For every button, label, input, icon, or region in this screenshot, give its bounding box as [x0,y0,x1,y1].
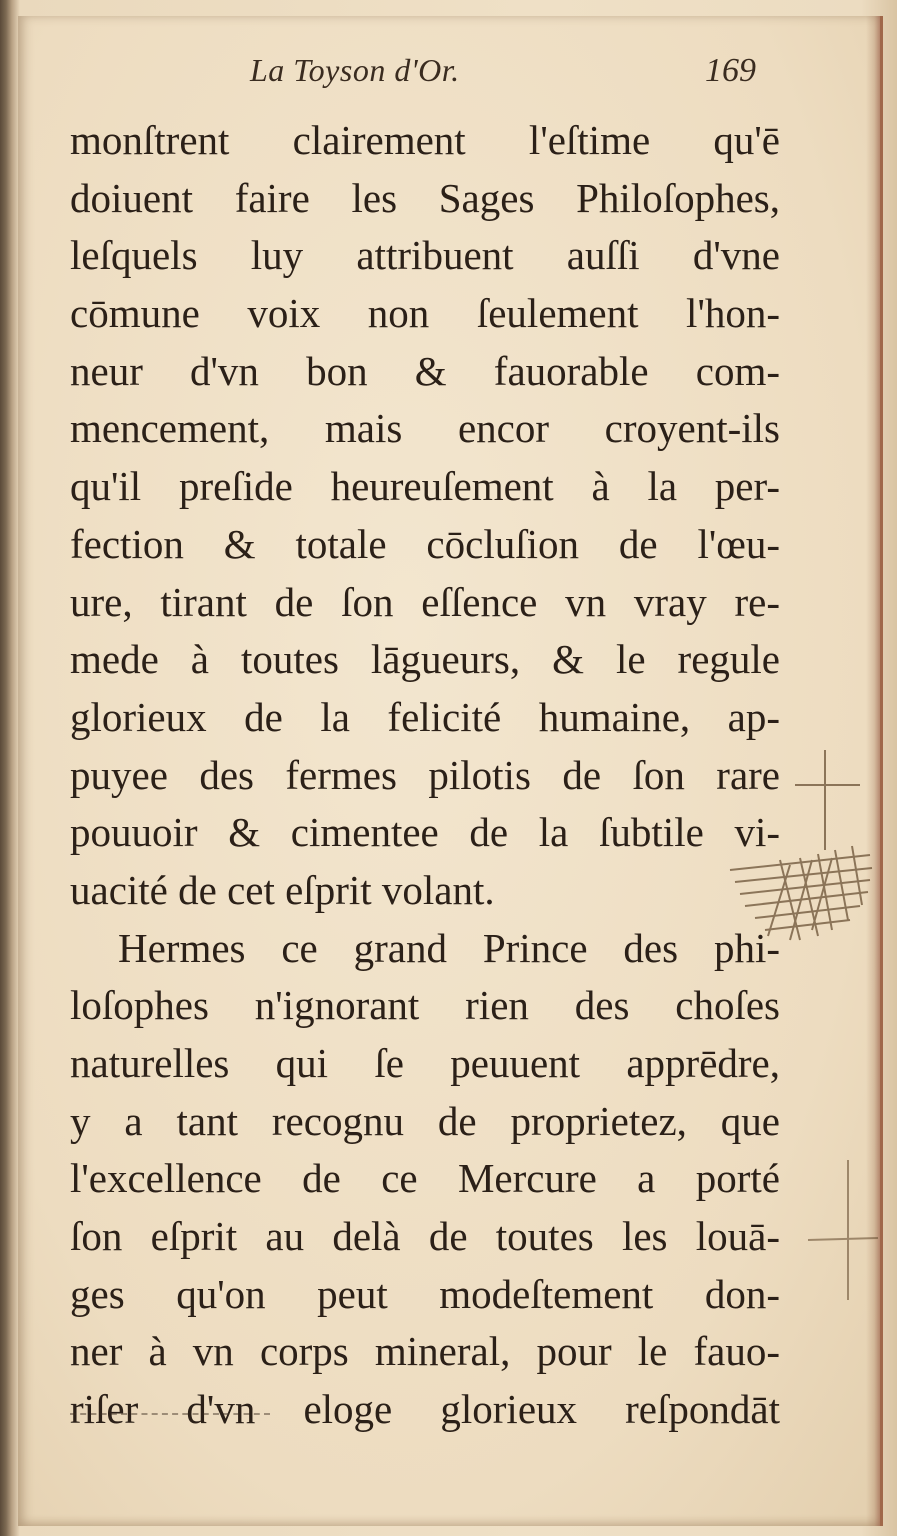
text-line: pouuoir & cimentee de la ſubtile vi- [70,809,780,856]
text-line: uacité de cet eſprit volant. [70,866,495,913]
text-line: puyee des fermes pilotis de ſon rare [70,751,780,798]
text-line: ner à vn corps mineral, pour le fauo- [70,1328,780,1375]
text-line: qu'il preſide heureuſement à la per- [70,463,780,510]
text-line: loſophes n'ignorant rien des choſes [70,982,780,1029]
text-line: doiuent faire les Sages Philoſophes, [70,174,780,221]
text-line: Hermes ce grand Prince des phi- [118,924,780,971]
text-line: cōmune voix non ſeulement l'hon- [70,290,780,337]
text-line: ſon eſprit au delà de toutes les louā- [70,1213,780,1260]
text-line: glorieux de la felicité humaine, ap- [70,693,780,740]
text-line: neur d'vn bon & fauorable com- [70,347,780,394]
text-line: mencement, mais encor croyent-ils [70,405,780,452]
text-line: riſer d'vn eloge glorieux reſpondāt [70,1386,780,1433]
body-text [70,112,780,1439]
text-line: naturelles qui ſe peuuent apprēdre, [70,1040,780,1086]
text-line: leſquels luy attribuent auſſi d'vne [70,232,780,279]
pencil-cross-mark [800,1150,880,1310]
pencil-underline [70,1413,270,1415]
text-line: l'excellence de ce Mercure a porté [70,1155,780,1202]
pencil-crosshatch-mark [720,740,880,980]
text-line: ges qu'on peut modeſtement don- [70,1270,780,1317]
running-title: La Toyson d'Or. [250,52,460,88]
text-line: mede à toutes lāgueurs, & le regule [70,636,780,683]
text-line: ure, tirant de ſon eſſence vn vray re- [70,578,780,625]
text-line: fection & totale cōcluſion de l'œu- [70,520,780,567]
page-number: 169 [705,52,756,89]
text-line: monſtrent clairement l'eſtime qu'ē [70,117,780,163]
text-line: y a tant recognu de proprietez, que [70,1097,780,1144]
page-header [250,52,790,100]
